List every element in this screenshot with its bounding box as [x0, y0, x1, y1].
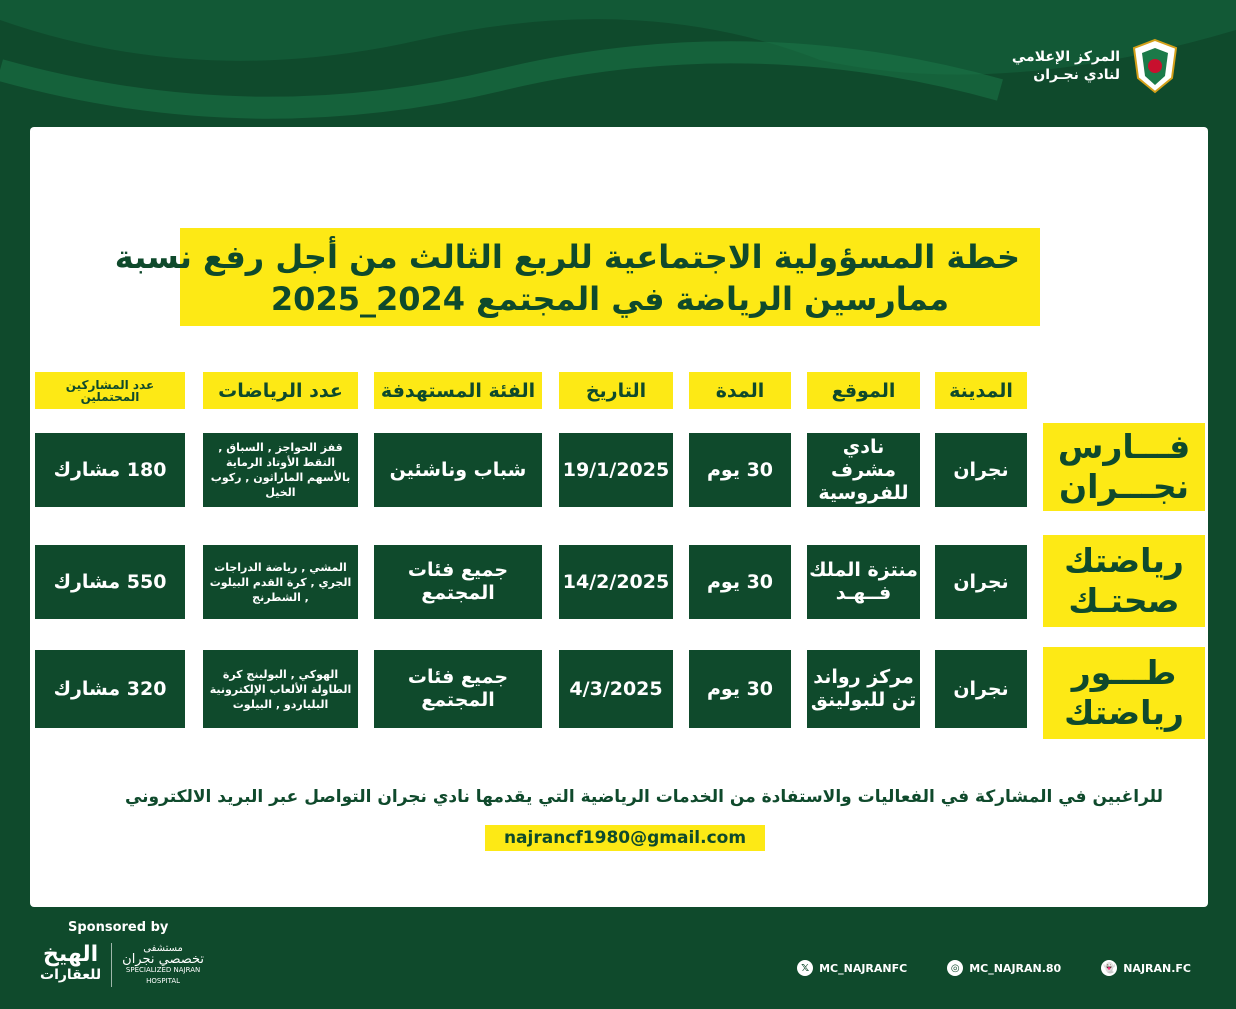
- social-snapchat[interactable]: [1101, 960, 1191, 976]
- social-instagram[interactable]: [947, 960, 1061, 976]
- cell-date: 4/3/2025: [559, 650, 673, 728]
- cell-target: جميع فئات المجتمع: [374, 545, 542, 619]
- cell-location: منتزة الملك فــهـد: [807, 545, 920, 619]
- page-title: [114, 228, 1040, 326]
- sponsor-logo-hospital: [122, 943, 204, 987]
- brand-line-1: المركز الإعلامي: [1011, 49, 1120, 65]
- club-crest-icon: [1132, 38, 1178, 94]
- sponsor-divider: [111, 943, 112, 987]
- cell-location: مركز رواند تن للبولينق: [807, 650, 920, 728]
- brand-line-2: لنادي نجـران: [1033, 67, 1120, 83]
- cell-sports: المشي , رياضة الدراجات الجري , كرة القدم البيلوت , الشطرنج: [203, 545, 358, 619]
- cell-participants: 180 مشارك: [35, 433, 185, 507]
- social-x-handle: MC_NAJRANFC: [819, 961, 908, 975]
- event-name: [1043, 535, 1205, 627]
- header-participants: عدد المشاركين المحتملين: [35, 372, 185, 409]
- cell-target: شباب وناشئين: [374, 433, 542, 507]
- sponsor-2-line-4: HOSPITAL: [146, 977, 181, 985]
- sponsor-2-line-2: تخصصي نجران: [122, 952, 205, 967]
- contact-note: للراغبين في المشاركة في الفعاليات والاستفادة من الخدمات الرياضية التي يقدمها نادي نجران التواصل عبر البريد الالكتروني: [124, 787, 1163, 807]
- sponsor-logo-realestate: [40, 942, 102, 985]
- contact-email-link[interactable]: najrancf1980@gmail.com: [485, 825, 765, 851]
- header-city: المدينة: [935, 372, 1027, 409]
- title-line-2: ممارسين الرياضة في المجتمع 2024_2025: [270, 280, 950, 318]
- cell-sports: الهوكي , البولينج كرة الطاولة الألعاب الإلكترونية البلياردو , البيلوت: [203, 650, 358, 728]
- cell-duration: 30 يوم: [689, 545, 791, 619]
- event-name-line-2: صحتـك: [1068, 581, 1180, 620]
- event-name-line-1: رياضتك: [1064, 541, 1184, 580]
- cell-city: نجران: [935, 545, 1027, 619]
- title-line-1: خطة المسؤولية الاجتماعية للربع الثالث من أجل رفع نسبة: [114, 238, 1020, 276]
- cell-date: 14/2/2025: [559, 545, 673, 619]
- cell-target: جميع فئات المجتمع: [374, 650, 542, 728]
- cell-city: نجران: [935, 433, 1027, 507]
- header-duration: المدة: [689, 372, 791, 409]
- cell-duration: 30 يوم: [689, 650, 791, 728]
- social-links: [797, 960, 1191, 976]
- header-date: التاريخ: [559, 372, 673, 409]
- sponsor-1-line-1: الهيخ: [42, 942, 99, 967]
- event-name: [1043, 423, 1205, 511]
- snapchat-icon: 👻: [1101, 960, 1117, 976]
- content-panel: [30, 127, 1208, 907]
- event-name: [1043, 647, 1205, 739]
- social-instagram-handle: MC_NAJRAN.80: [969, 961, 1062, 975]
- cell-participants: 320 مشارك: [35, 650, 185, 728]
- cell-duration: 30 يوم: [689, 433, 791, 507]
- cell-participants: 550 مشارك: [35, 545, 185, 619]
- sponsored-label: Sponsored by: [68, 920, 169, 935]
- event-name-line-2: نجـــران: [1058, 467, 1190, 506]
- header-brand: [1012, 38, 1178, 94]
- social-snapchat-handle: NAJRAN.FC: [1123, 961, 1191, 975]
- event-name-line-1: طـــور: [1071, 653, 1177, 692]
- cell-city: نجران: [935, 650, 1027, 728]
- sponsor-2-line-3: SPECIALIZED NAJRAN: [125, 966, 201, 974]
- event-name-line-1: فـــارس: [1057, 427, 1191, 466]
- sponsor-1-line-2: للعقارات: [40, 967, 102, 983]
- x-icon: 𝕏: [797, 960, 813, 976]
- cell-date: 19/1/2025: [559, 433, 673, 507]
- instagram-icon: ◎: [947, 960, 963, 976]
- cell-sports: قفز الحواجز , السباق , التقط الأوتاد الرماية بالأسهم الماراثون , ركوب الخيل: [203, 433, 358, 507]
- header-sports: عدد الرياضات: [203, 372, 358, 409]
- sponsor-logos: [40, 943, 204, 987]
- cell-location: نادي مشرف للفروسية: [807, 433, 920, 507]
- sponsor-2-line-1: مستشفى: [143, 943, 183, 954]
- header-location: الموقع: [807, 372, 920, 409]
- social-x[interactable]: [797, 960, 907, 976]
- header-target: الفئة المستهدفة: [374, 372, 542, 409]
- event-name-line-2: رياضتك: [1064, 693, 1184, 732]
